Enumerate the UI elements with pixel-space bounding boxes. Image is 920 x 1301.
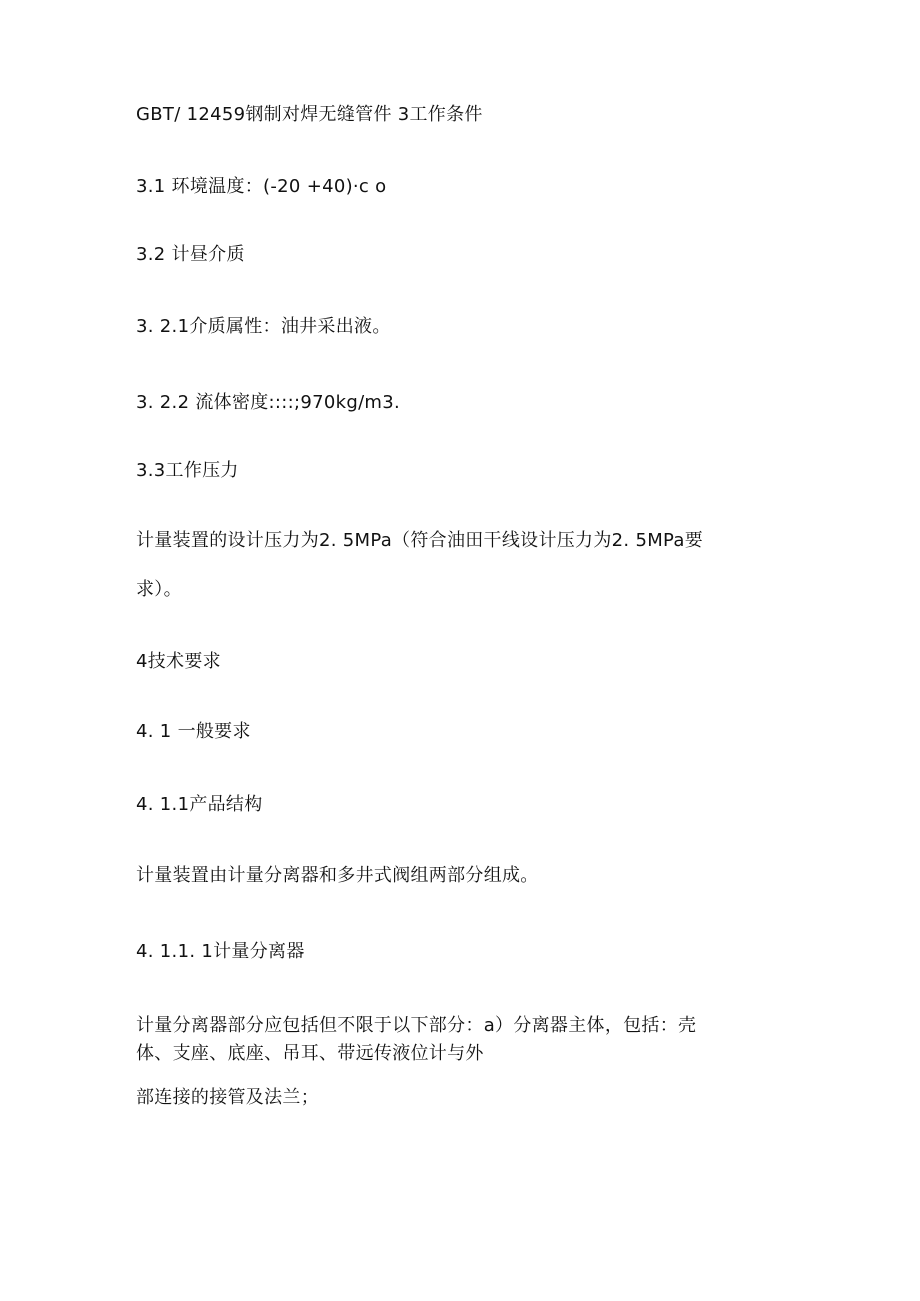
design-pressure-paragraph-line-2: 求）。 — [136, 579, 182, 600]
section-4-1-1-heading: 4. 1.1产品结构 — [136, 794, 263, 815]
design-pressure-paragraph-line-1: 计量装置的设计压力为2. 5MPa（符合油田干线设计压力为2. 5MPa要 — [136, 530, 704, 551]
section-4-heading: 4技术要求 — [136, 651, 221, 672]
section-3-2-1-medium-property: 3. 2.1介质属性：油井采出液。 — [136, 316, 391, 337]
section-3-2-2-fluid-density: 3. 2.2 流体密度::::;970kg/m3. — [136, 392, 401, 413]
separator-components-paragraph-line-2: 体、支座、底座、吊耳、带远传液位计与外 — [136, 1043, 484, 1064]
section-4-1-heading: 4. 1 一般要求 — [136, 721, 251, 742]
product-structure-paragraph: 计量装置由计量分离器和多井式阀组两部分组成。 — [136, 865, 539, 886]
section-3-2-heading: 3.2 计昼介质 — [136, 244, 245, 265]
standard-reference-and-section-3-heading: GBT/ 12459钢制对焊无缝管件 3工作条件 — [136, 104, 483, 125]
section-4-1-1-1-heading: 4. 1.1. 1计量分离器 — [136, 941, 305, 962]
section-3-1-ambient-temperature: 3.1 环境温度：(-20 +40)·c o — [136, 176, 387, 197]
separator-components-paragraph-line-3: 部连接的接管及法兰； — [136, 1087, 319, 1108]
section-3-3-heading: 3.3工作压力 — [136, 460, 239, 481]
separator-components-paragraph-line-1: 计量分离器部分应包括但不限于以下部分：a）分离器主体，包括：壳 — [136, 1015, 697, 1036]
